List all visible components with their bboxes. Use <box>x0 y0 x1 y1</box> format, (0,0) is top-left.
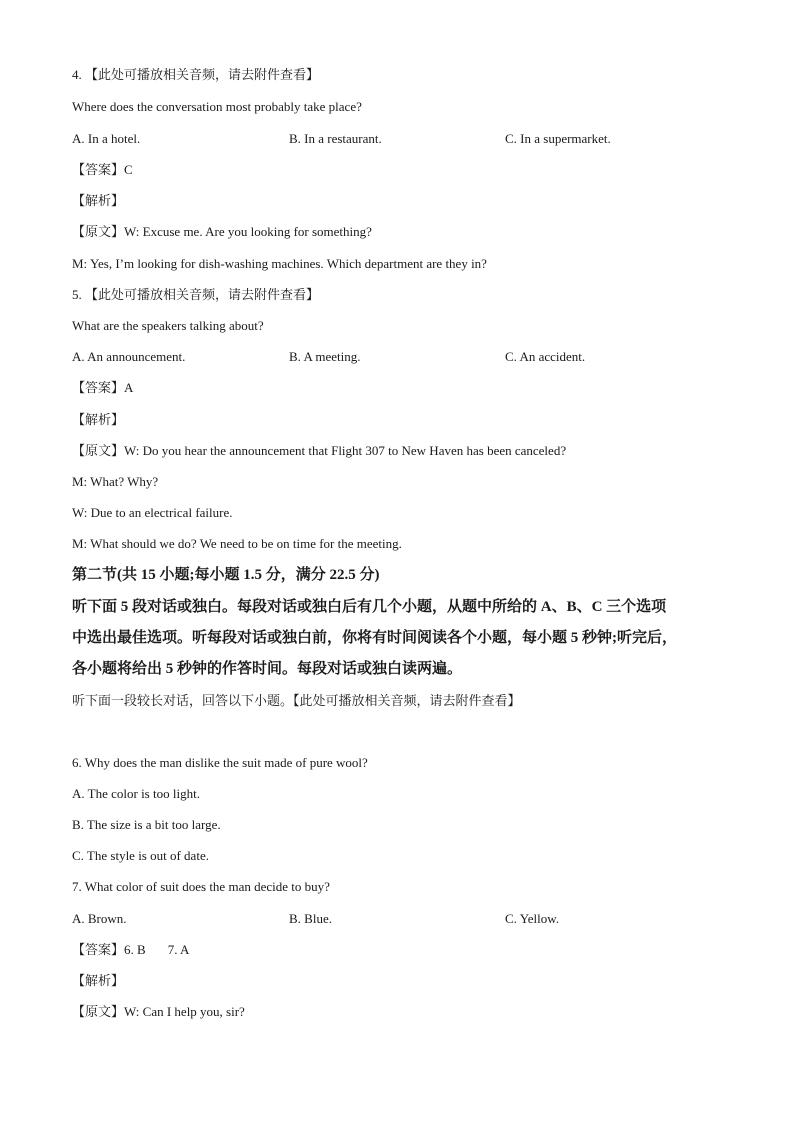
q7-question: 7. What color of suit does the man decide to buy? <box>72 879 330 894</box>
q7-option-c: C. Yellow. <box>505 911 560 926</box>
q5-option-c: C. An accident. <box>505 349 586 364</box>
q4-option-c: C. In a supermarket. <box>505 131 611 146</box>
q4-question: Where does the conversation most probably take place? <box>72 99 362 114</box>
q4-transcript-line: 【原文】W: Excuse me. Are you looking for something? <box>72 224 372 239</box>
q67-answer <box>72 942 189 958</box>
q4-answer: 【答案】C <box>72 162 133 177</box>
q6-answer: 6. B <box>124 942 146 957</box>
q4-option-b: B. In a restaurant. <box>289 131 382 146</box>
q67-analysis: 【解析】 <box>72 973 125 988</box>
q7-option-a: A. Brown. <box>72 911 127 926</box>
q5-question: What are the speakers talking about? <box>72 318 264 333</box>
q5-analysis: 【解析】 <box>72 412 125 427</box>
q5-option-a: A. An announcement. <box>72 349 186 364</box>
q5-transcript-line: M: What should we do? We need to be on time for the meeting. <box>72 536 402 551</box>
section2-intro: 听下面一段较长对话，回答以下小题。【此处可播放相关音频，请去附件查看】 <box>72 693 521 708</box>
q5-transcript-line: W: Due to an electrical failure. <box>72 505 233 520</box>
q4-header: 4. 【此处可播放相关音频，请去附件查看】 <box>72 67 320 82</box>
section2-title: 第二节(共 15 小题;每小题 1.5 分，满分 22.5 分) <box>72 567 380 583</box>
q4-option-a: A. In a hotel. <box>72 131 141 146</box>
section2-instruction-line: 听下面 5 段对话或独白。每段对话或独白后有几个小题，从题中所给的 A、B、C 三个选项 <box>72 599 667 615</box>
q6-question: 6. Why does the man dislike the suit made of pure wool? <box>72 755 368 770</box>
q4-transcript-line: M: Yes, I’m looking for dish-washing machines. Which department are they in? <box>72 256 487 271</box>
q5-answer: 【答案】A <box>72 380 134 395</box>
q6-option-c: C. The style is out of date. <box>72 848 209 863</box>
q5-header: 5. 【此处可播放相关音频，请去附件查看】 <box>72 287 320 302</box>
q6-option-b: B. The size is a bit too large. <box>72 817 221 832</box>
q5-transcript-line: M: What? Why? <box>72 474 159 489</box>
q67-transcript-line: 【原文】W: Can I help you, sir? <box>72 1004 245 1019</box>
q67-answer-label: 【答案】 <box>72 942 125 957</box>
section2-instruction-line: 各小题将给出 5 秒钟的作答时间。每段对话或独白读两遍。 <box>72 661 463 677</box>
q4-analysis: 【解析】 <box>72 193 125 208</box>
section2-instruction-line: 中选出最佳选项。听每段对话或独白前，你将有时间阅读各个小题，每小题 5 秒钟;听完后， <box>72 630 677 646</box>
q7-option-b: B. Blue. <box>289 911 332 926</box>
q6-option-a: A. The color is too light. <box>72 786 200 801</box>
q5-transcript-line: 【原文】W: Do you hear the announcement that Flight 307 to New Haven has been canceled? <box>72 443 567 458</box>
q5-option-b: B. A meeting. <box>289 349 361 364</box>
q7-answer: 7. A <box>167 942 190 957</box>
